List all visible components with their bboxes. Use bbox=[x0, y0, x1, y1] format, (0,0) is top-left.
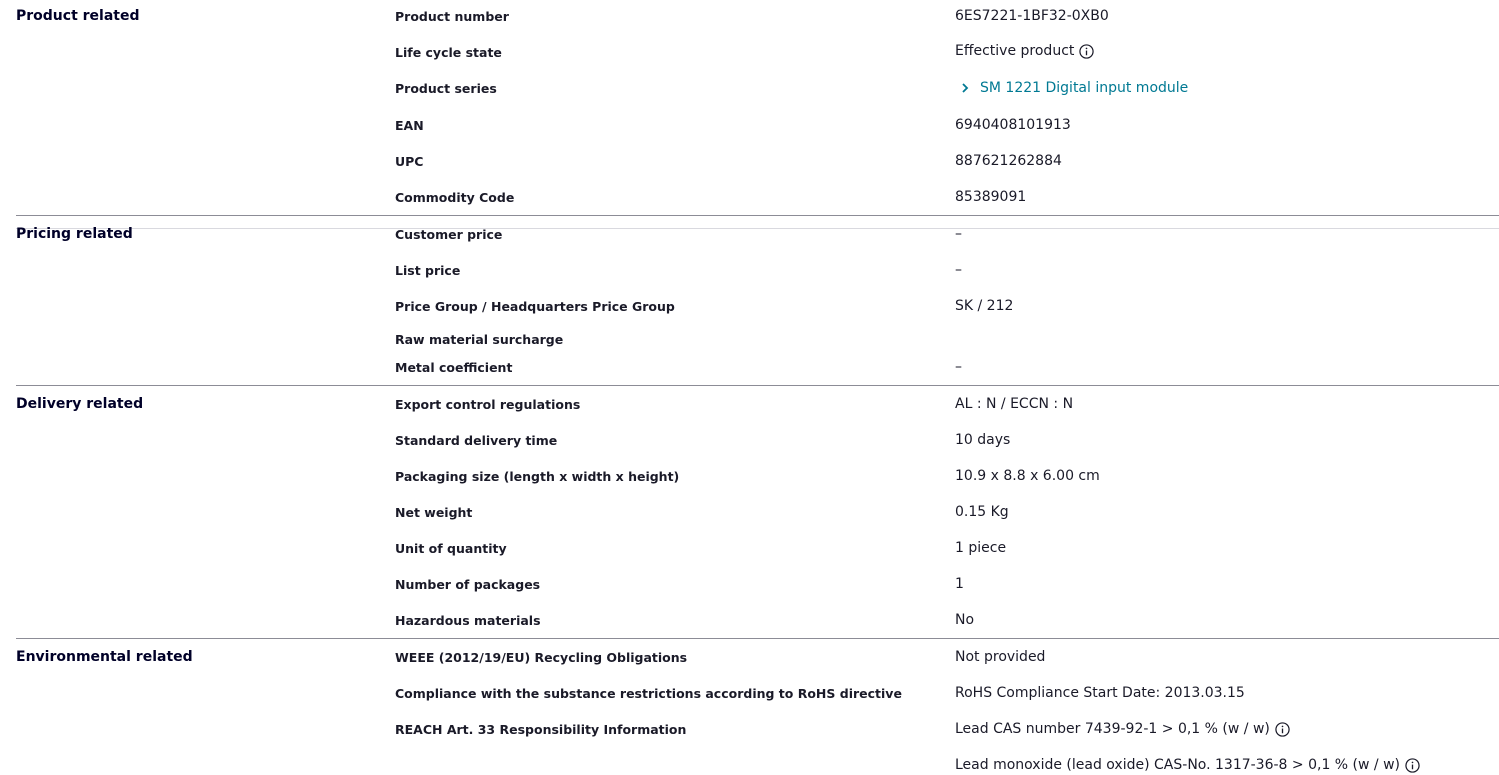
value-product-number: 6ES7221-1BF32-0XB0 bbox=[955, 8, 1109, 24]
label-hazardous: Hazardous materials bbox=[395, 613, 541, 628]
label-rohs: Compliance with the substance restrictions according to RoHS directive bbox=[395, 686, 902, 701]
value-num-packages: 1 bbox=[955, 576, 964, 592]
value-reach-2 bbox=[955, 757, 1420, 773]
value-rohs: RoHS Compliance Start Date: 2013.03.15 bbox=[955, 685, 1245, 701]
section-title-environmental: Environmental related bbox=[16, 649, 193, 665]
section-title-pricing: Pricing related bbox=[16, 226, 133, 242]
section-divider-light bbox=[16, 228, 1499, 229]
label-raw-material: Raw material surcharge bbox=[395, 332, 564, 347]
label-upc: UPC bbox=[395, 154, 424, 169]
reach-lead-text: Lead CAS number 7439-92-1 > 0,1 % (w / w) bbox=[955, 721, 1270, 737]
label-life-cycle: Life cycle state bbox=[395, 45, 502, 60]
product-series-link[interactable] bbox=[955, 80, 1188, 96]
label-commodity-code: Commodity Code bbox=[395, 190, 515, 205]
value-price-group: SK / 212 bbox=[955, 298, 1014, 314]
section-divider bbox=[16, 638, 1499, 639]
info-icon[interactable] bbox=[1079, 44, 1094, 59]
label-price-group: Price Group / Headquarters Price Group bbox=[395, 299, 675, 314]
product-series-link-text[interactable]: SM 1221 Digital input module bbox=[980, 80, 1189, 96]
life-cycle-text: Effective product bbox=[955, 43, 1075, 59]
chevron-right-icon bbox=[960, 82, 970, 94]
label-metal-coefficient: Metal coefficient bbox=[395, 360, 513, 375]
value-reach bbox=[955, 721, 1290, 737]
label-weee: WEEE (2012/19/EU) Recycling Obligations bbox=[395, 650, 688, 665]
value-weee: Not provided bbox=[955, 649, 1046, 665]
value-product-series bbox=[955, 80, 1188, 96]
value-net-weight: 0.15 Kg bbox=[955, 504, 1009, 520]
value-delivery-time: 10 days bbox=[955, 432, 1011, 448]
label-net-weight: Net weight bbox=[395, 505, 473, 520]
value-customer-price: – bbox=[955, 226, 962, 242]
section-divider bbox=[16, 385, 1499, 386]
value-unit-quantity: 1 piece bbox=[955, 540, 1007, 556]
value-packaging-size: 10.9 x 8.8 x 6.00 cm bbox=[955, 468, 1100, 484]
value-hazardous: No bbox=[955, 612, 975, 628]
value-life-cycle bbox=[955, 43, 1094, 59]
label-unit-quantity: Unit of quantity bbox=[395, 541, 507, 556]
value-export-control: AL : N / ECCN : N bbox=[955, 396, 1074, 412]
section-divider bbox=[16, 215, 1499, 216]
value-ean: 6940408101913 bbox=[955, 117, 1071, 133]
reach-lead-monoxide-text: Lead monoxide (lead oxide) CAS-No. 1317-36-8 > 0,1 % (w / w) bbox=[955, 757, 1400, 773]
label-product-number: Product number bbox=[395, 9, 509, 24]
label-list-price: List price bbox=[395, 263, 461, 278]
section-title-product: Product related bbox=[16, 8, 140, 24]
section-title-delivery: Delivery related bbox=[16, 396, 144, 412]
label-customer-price: Customer price bbox=[395, 227, 503, 242]
value-commodity-code: 85389091 bbox=[955, 189, 1027, 205]
info-icon[interactable] bbox=[1405, 758, 1420, 773]
value-list-price: – bbox=[955, 262, 962, 278]
label-export-control: Export control regulations bbox=[395, 397, 581, 412]
label-packaging-size: Packaging size (length x width x height) bbox=[395, 469, 680, 484]
label-delivery-time: Standard delivery time bbox=[395, 433, 558, 448]
value-metal-coefficient: – bbox=[955, 359, 962, 375]
value-upc: 887621262884 bbox=[955, 153, 1062, 169]
label-product-series: Product series bbox=[395, 81, 497, 96]
label-ean: EAN bbox=[395, 118, 424, 133]
label-num-packages: Number of packages bbox=[395, 577, 541, 592]
info-icon[interactable] bbox=[1275, 722, 1290, 737]
label-reach: REACH Art. 33 Responsibility Information bbox=[395, 722, 687, 737]
